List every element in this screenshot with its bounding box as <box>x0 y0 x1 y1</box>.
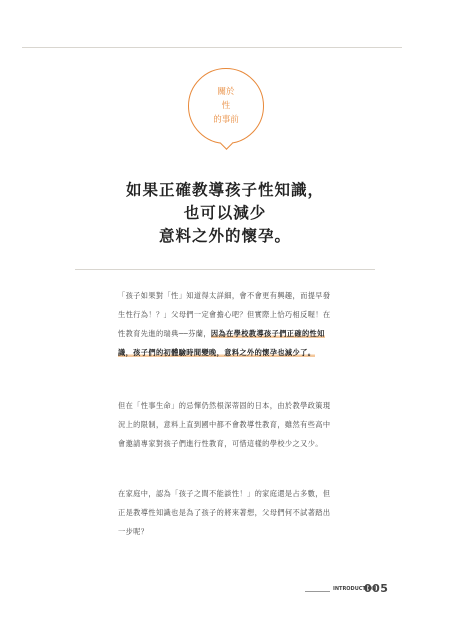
body-paragraph-3: 在家庭中，認為「孩子之間不能談性！」的家庭還是占多數，但正是教導性知識也是為了孩子的將來著想，父母們何不試著踏出一步呢？ <box>118 489 331 536</box>
footer-section-label: INTRODUCTION <box>333 586 377 592</box>
headline-line-2: 也可以減少 <box>183 204 267 222</box>
bubble-line-1: 關於 <box>217 87 235 97</box>
speech-bubble-badge <box>188 68 264 144</box>
footer-rule <box>305 591 330 592</box>
body-paragraph-1 <box>118 286 336 362</box>
bubble-line-2: 性 <box>221 101 231 111</box>
top-divider <box>22 47 402 48</box>
section-divider <box>75 269 375 270</box>
body-paragraph-2: 但在「性事生命」的忌憚仍然根深蒂固的日本，由於教學政策現況上的限制，意料上直到國中都不會教導性教育，雖然有些高中會邀請專家對孩子們進行性教育，可惜這樣的學校少之又少。 <box>118 401 331 448</box>
bubble-line-3: 的事前 <box>213 115 239 125</box>
headline-line-3: 意料之外的懷孕。 <box>158 227 291 245</box>
highlighted-text: 因為在學校教導孩子們正確的性知識，孩子們的初體驗時間變晚，意料之外的懷孕也減少了。 <box>118 329 325 357</box>
page-number: 005 <box>364 582 389 595</box>
headline-line-1: 如果正確教導孩子性知識， <box>125 181 324 199</box>
paragraph-1-text: 「孩子如果對「性」知道得太詳細，會不會更有興趣，而提早發生性行為！？」父母們一定會擔心吧？但實際上恰巧相反喔！在性教育先進的瑞典──芬蘭， <box>118 291 331 338</box>
